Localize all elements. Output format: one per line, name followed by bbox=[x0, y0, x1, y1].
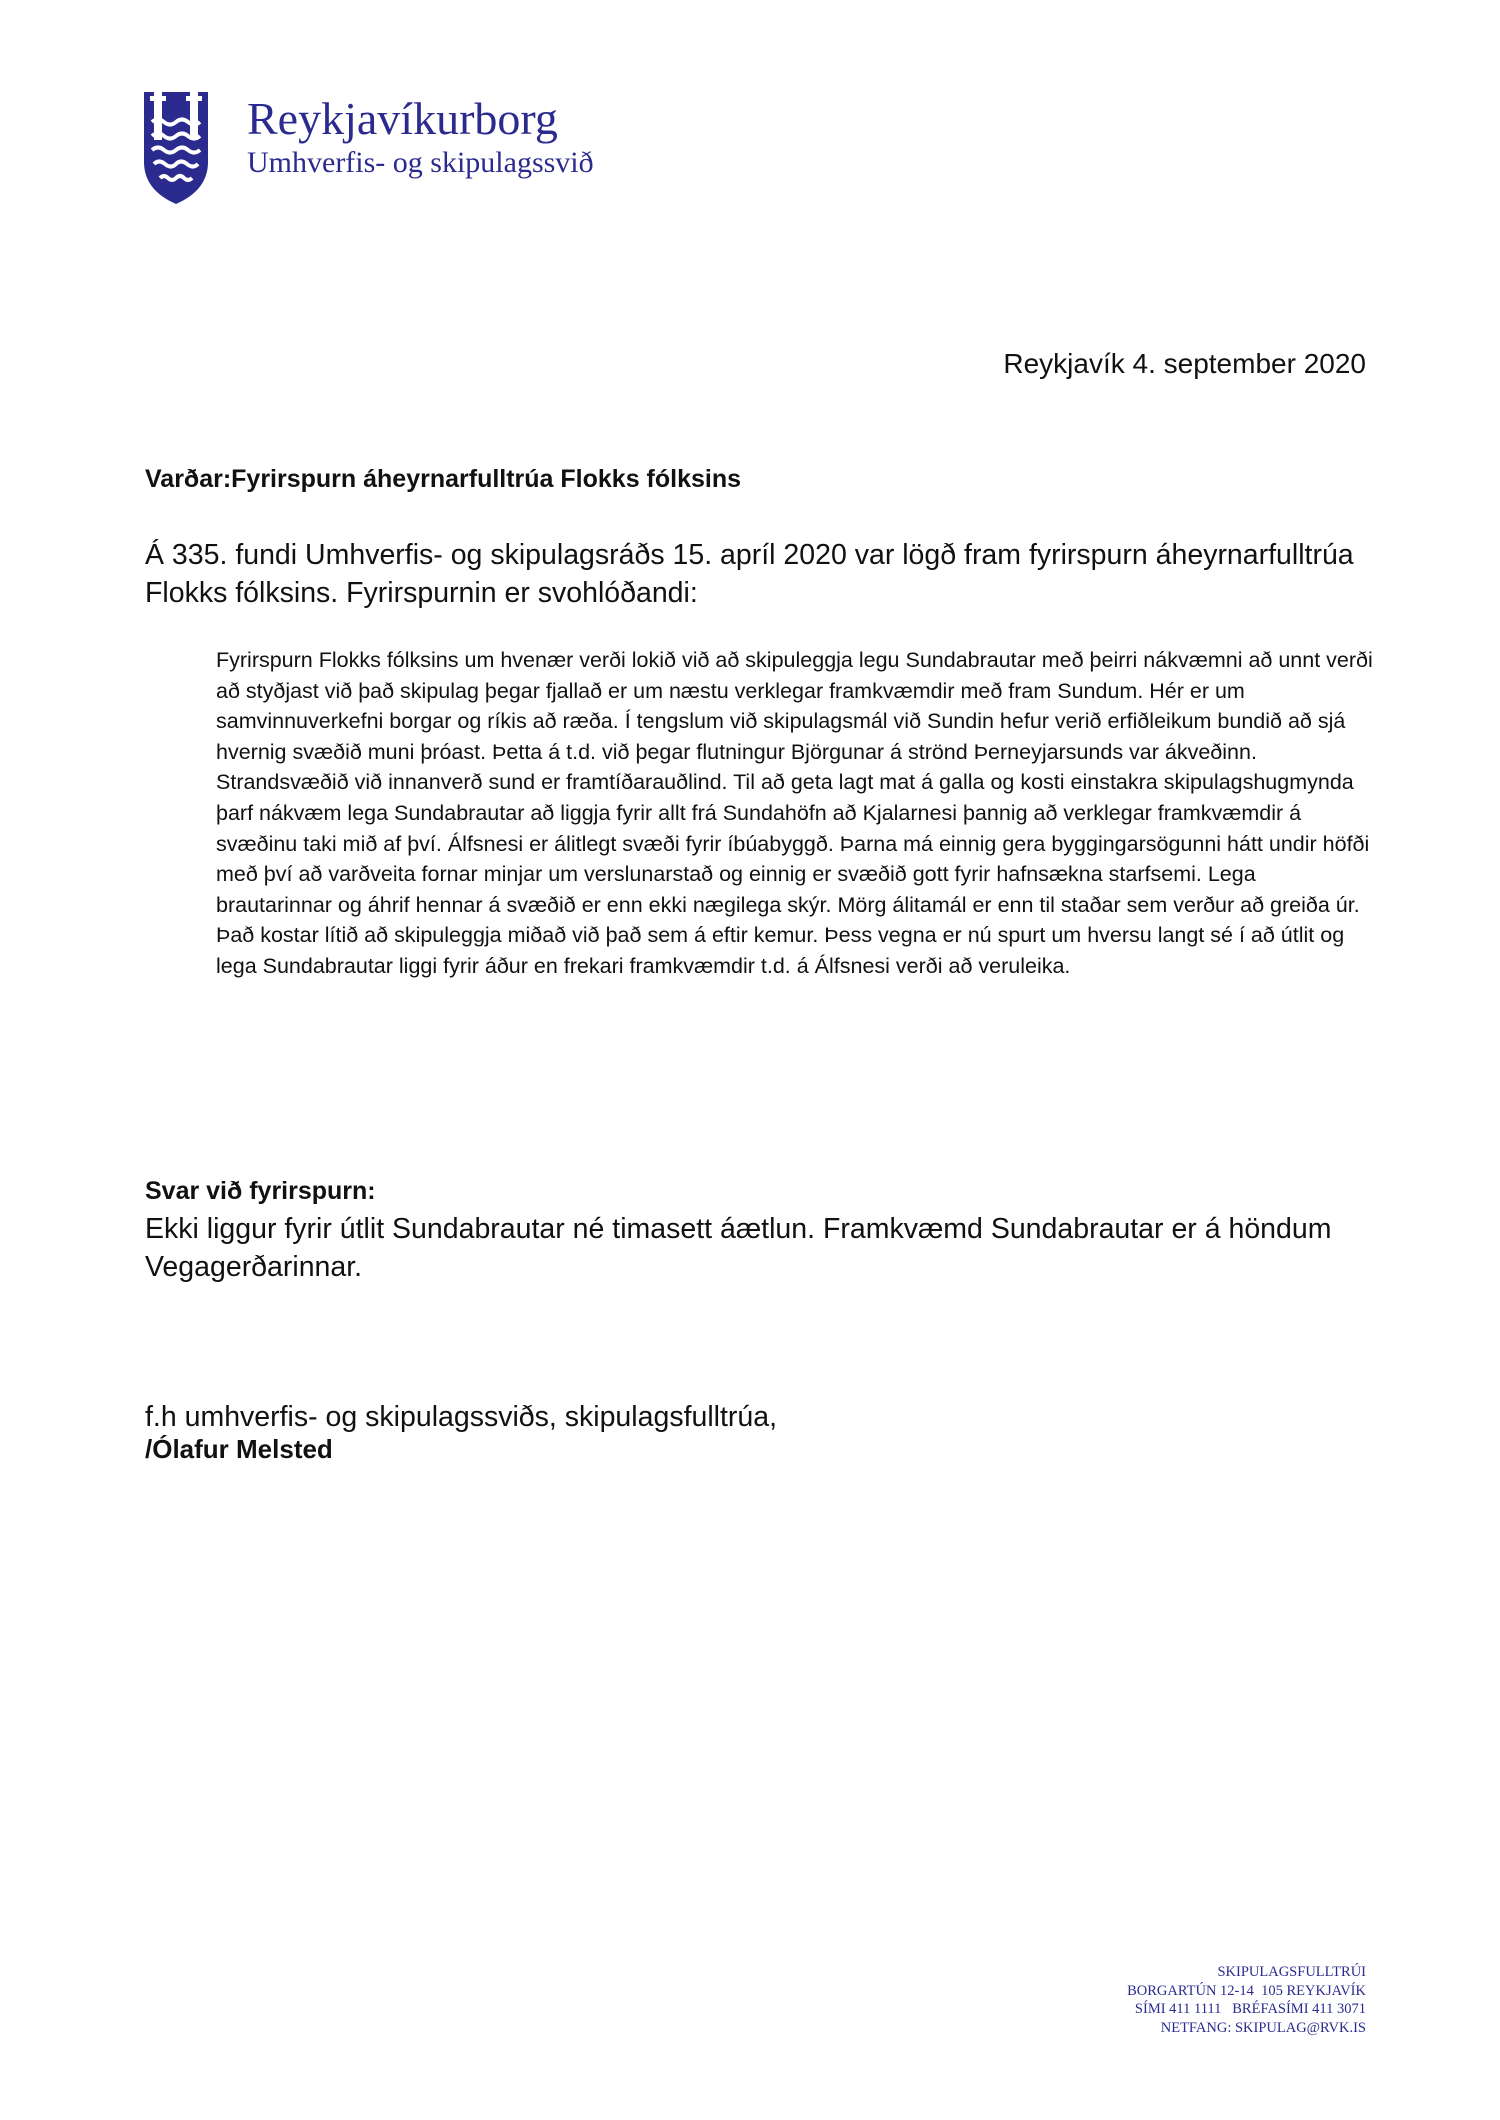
footer-line: SÍMI 411 1111 BRÉFASÍMI 411 3071 bbox=[1134, 2001, 1366, 2017]
letter-subject: Varðar:Fyrirspurn áheyrnarfulltrúa Flokks fólksins bbox=[145, 465, 742, 493]
quoted-inquiry: Fyrirspurn Flokks fólksins um hvenær verði lokið við að skipuleggja legu Sundabrautar með þeirri nákvæmni að unnt verði að styðjast við það skipulag þegar fjallað er um næstu verklegar framkvæmdir með fram Sundum. Hér er um samvinnuverkefni borgar og ríkis að ræða. Í tengslum við skipulagsmál við Sundin hefur verið erfiðleikum bundið að sjá hvernig svæðið muni þróast. Þetta á t.d. við þegar flutningur Björgunar á strönd Þerneyjarsunds var ákveðinn. Strandsvæðið við innanverð sund er framtíðarauðlind. Til að geta lagt mat á galla og kosti einstakra skipulagshugmynda þarf nákvæm lega Sundabrautar að liggja fyrir allt frá Sundahöfn að Kjalarnesi þannig að verklegar framkvæmdir á svæðinu taki mið af því. Álfsnesi er álitlegt svæði fyrir íbúabyggð. Þarna má einnig gera byggingarsögunni hátt undir höfði með því að varðveita fornar minjar um verslunarstað og einnig er svæðið gott fyrir hafnsækna starfsemi. Lega brautarinnar og áhrif hennar á svæðið er enn ekki nægilega skýr. Mörg álitamál er enn til staðar sem verður að greiða úr. Það kostar lítið að skipuleggja miðað við það sem á eftir kemur. Þess vegna er nú spurt um hversu langt sé í að útlit og lega Sundabrautar liggi fyrir áður en frekari framkvæmdir t.d. á Álfsnesi verði að veruleika. bbox=[216, 648, 1373, 978]
coat-of-arms-icon bbox=[142, 92, 210, 204]
answer-paragraph: Ekki liggur fyrir útlit Sundabrautar né timasett áætlun. Framkvæmd Sundabrautar er á höndum Vegagerðarinnar. bbox=[145, 1213, 1332, 1283]
signoff-line: f.h umhverfis- og skipulagssviðs, skipulagsfulltrúa, bbox=[145, 1401, 778, 1433]
intro-paragraph: Á 335. fundi Umhverfis- og skipulagsráðs 15. apríl 2020 var lögð fram fyrirspurn áheyrnarfulltrúa Flokks fólksins. Fyrirspurnin er svohlóðandi: bbox=[145, 539, 1354, 609]
footer-line: BORGARTÚN 12-14 105 REYKJAVÍK bbox=[1127, 1982, 1366, 1999]
organization-name: Reykjavíkurborg bbox=[247, 93, 558, 144]
letter-date: Reykjavík 4. september 2020 bbox=[1003, 348, 1366, 379]
department-name: Umhverfis- og skipulagssvið bbox=[247, 146, 594, 179]
answer-heading: Svar við fyrirspurn: bbox=[145, 1177, 376, 1205]
signature: /Ólafur Melsted bbox=[145, 1434, 333, 1464]
footer-address bbox=[1127, 1963, 1366, 2037]
footer-line: NETFANG: SKIPULAG@RVK.IS bbox=[1160, 2019, 1366, 2036]
footer-line: SKIPULAGSFULLTRÚI bbox=[1217, 1964, 1366, 1980]
